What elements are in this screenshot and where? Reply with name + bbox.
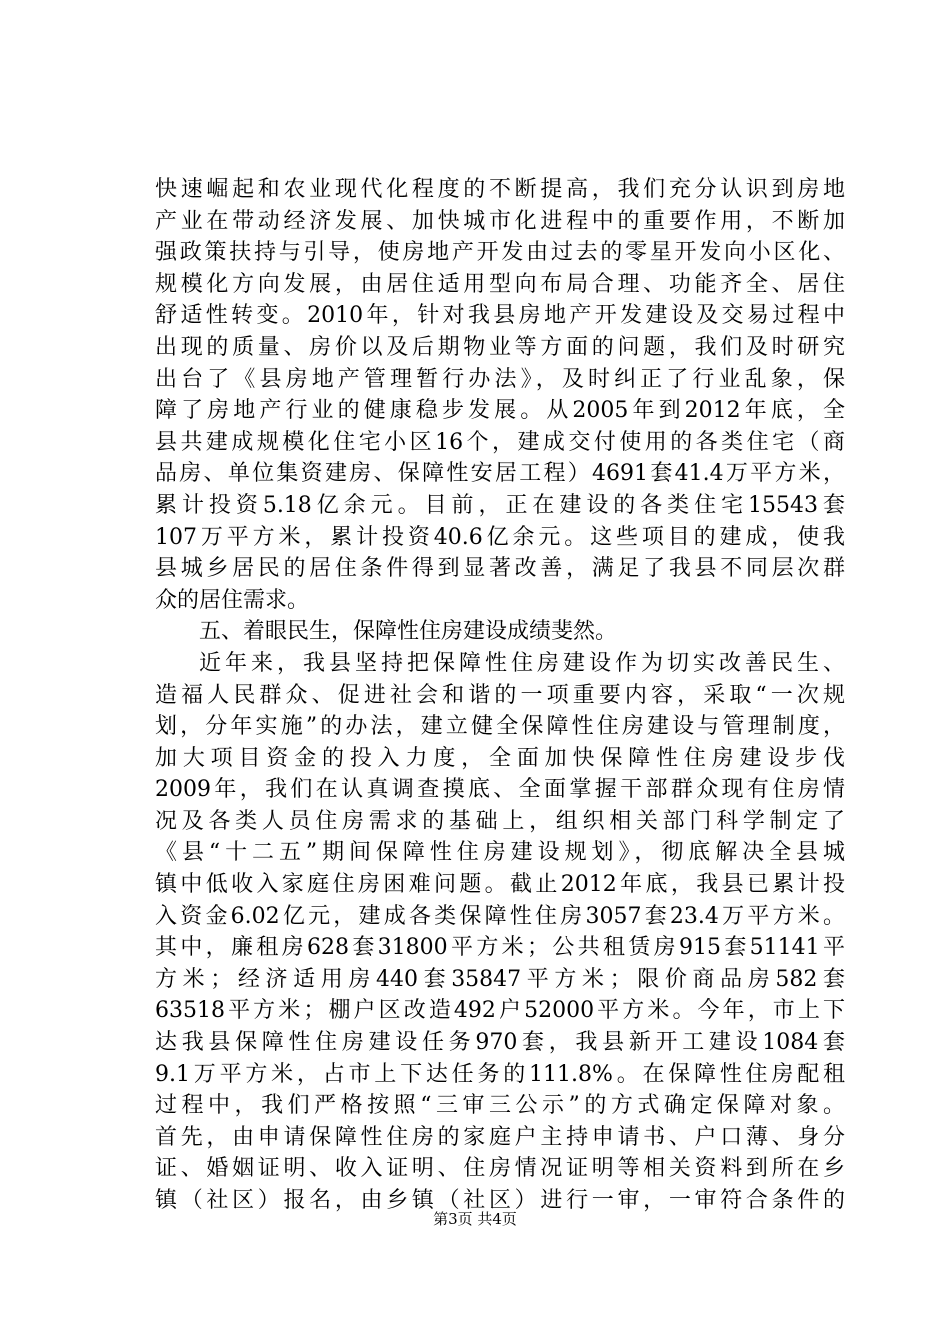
text-line: 众的居住需求。 [155, 587, 310, 613]
text-line: 产业在带动经济发展、加快城市化进程中的重要作用，不断加 [155, 208, 845, 234]
text-line: 划，分年实施”的办法，建立健全保障性住房建设与管理制度， [155, 714, 845, 740]
body-text [155, 174, 845, 1217]
text-line: 累计投资5.18亿余元。目前，正在建设的各类住宅15543套 [155, 492, 845, 518]
text-line: 镇中低收入家庭住房困难问题。截止2012年底，我县已累计投 [155, 872, 845, 898]
text-line: 入资金6.02亿元，建成各类保障性住房3057套23.4万平方米。 [155, 903, 845, 929]
text-line: 规模化方向发展，由居住适用型向布局合理、功能齐全、居住 [155, 271, 845, 297]
text-line: 证、婚姻证明、收入证明、住房情况证明等相关资料到所在乡 [155, 1156, 845, 1182]
text-line: 其中，廉租房628套31800平方米；公共租赁房915套51141平 [155, 935, 845, 961]
text-line: 县共建成规模化住宅小区16个，建成交付使用的各类住宅（商 [155, 429, 845, 455]
text-line: 出现的质量、房价以及后期物业等方面的问题，我们及时研究 [155, 334, 845, 360]
text-line: 品房、单位集资建房、保障性安居工程）4691套41.4万平方米， [155, 461, 845, 487]
text-line: 障了房地产行业的健康稳步发展。从2005年到2012年底，全 [155, 398, 845, 424]
text-line: 107万平方米，累计投资40.6亿余元。这些项目的建成，使我 [155, 524, 845, 550]
text-line: 加大项目资金的投入力度，全面加快保障性住房建设步伐 [155, 745, 845, 771]
text-line: 9.1万平方米，占市上下达任务的111.8%。在保障性住房配租 [155, 1061, 845, 1087]
text-line: 《县“十二五”期间保障性住房建设规划》，彻底解决全县城 [155, 840, 845, 866]
text-line: 近年来，我县坚持把保障性住房建设作为切实改善民生、 [199, 650, 845, 676]
text-line: 县城乡居民的居住条件得到显著改善，满足了我县不同层次群 [155, 556, 845, 582]
text-line: 舒适性转变。2010年，针对我县房地产开发建设及交易过程中 [155, 303, 845, 329]
text-line: 过程中，我们严格按照“三审三公示”的方式确定保障对象。 [155, 1093, 845, 1119]
text-line: 造福人民群众、促进社会和谐的一项重要内容，采取“一次规 [155, 682, 845, 708]
text-line: 强政策扶持与引导，使房地产开发由过去的零星开发向小区化、 [155, 240, 845, 266]
text-line: 首先，由申请保障性住房的家庭户主持申请书、户口薄、身分 [155, 1124, 845, 1150]
section-heading: 五、着眼民生，保障性住房建设成绩斐然。 [199, 619, 618, 645]
text-line: 63518平方米；棚户区改造492户52000平方米。今年，市上下 [155, 998, 845, 1024]
text-line: 镇（社区）报名，由乡镇（社区）进行一审，一审符合条件的 [155, 1188, 845, 1213]
page-number-footer: 第3页 共4页 [433, 1210, 517, 1228]
text-line: 出台了《县房地产管理暂行办法》，及时纠正了行业乱象，保 [155, 366, 845, 392]
text-line: 况及各类人员住房需求的基础上，组织相关部门科学制定了 [155, 808, 845, 834]
text-line: 达我县保障性住房建设任务970套，我县新开工建设1084套 [155, 1030, 845, 1056]
text-line: 快速崛起和农业现代化程度的不断提高，我们充分认识到房地 [155, 177, 845, 202]
text-line: 方米；经济适用房440套35847平方米；限价商品房582套 [155, 966, 845, 992]
text-line: 2009年，我们在认真调查摸底、全面掌握干部群众现有住房情 [155, 777, 845, 803]
